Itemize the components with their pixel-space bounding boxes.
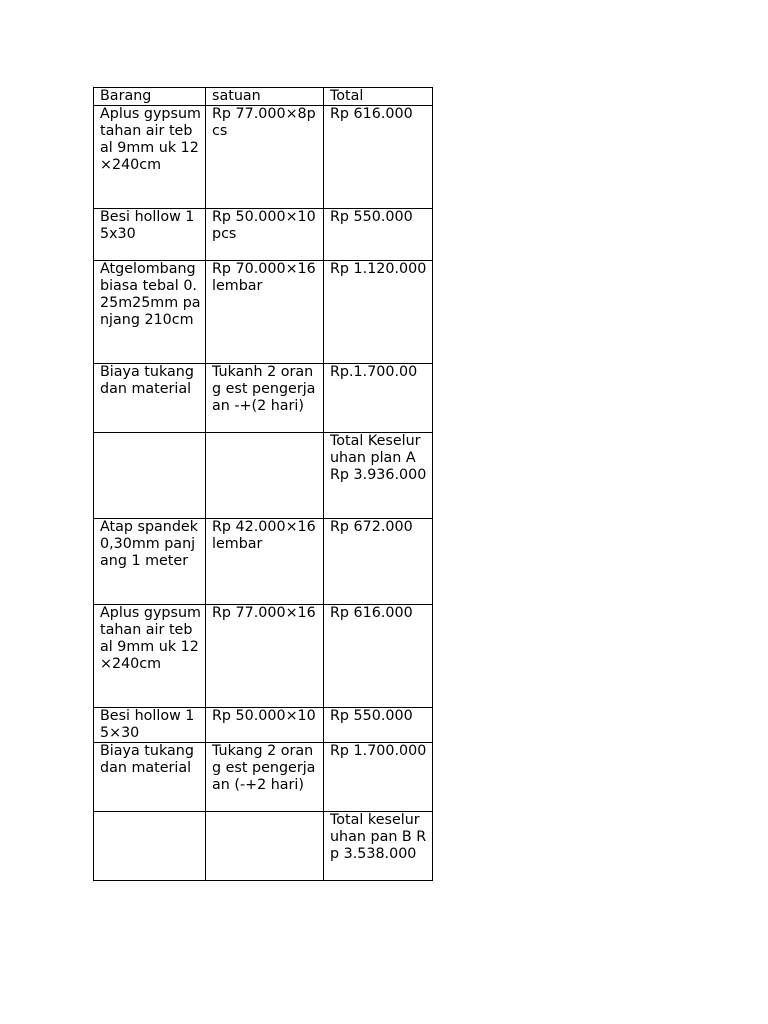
cell-barang: Aplus gypsum tahan air tebal 9mm uk 12×240cm [94,106,206,209]
table-row [94,519,433,605]
table-row [94,708,433,743]
table-row [94,364,433,433]
cell-satuan: Rp 42.000×16 lembar [206,519,324,605]
cell-satuan [206,433,324,519]
cell-total: Total keseluruhan pan B Rp 3.538.000 [324,812,433,881]
cell-barang: Atgelombang biasa tebal 0.25m25mm panjang 210cm [94,261,206,364]
cell-barang: Atap spandek 0,30mm panjang 1 meter [94,519,206,605]
table-row [94,433,433,519]
cell-satuan: Tukanh 2 orang est pengerjaan -+(2 hari) [206,364,324,433]
header-barang: Barang [94,88,206,106]
cell-satuan: Rp 70.000×16 lembar [206,261,324,364]
header-total: Total [324,88,433,106]
cell-barang [94,433,206,519]
cell-total: Total Keseluruhan plan A Rp 3.936.000 [324,433,433,519]
table-row [94,209,433,261]
cell-satuan [206,812,324,881]
cell-total: Rp 550.000 [324,708,433,743]
cell-total: Rp.1.700.00 [324,364,433,433]
cell-barang: Aplus gypsum tahan air tebal 9mm uk 12×240cm [94,605,206,708]
cell-satuan: Tukang 2 orang est pengerjaan (-+2 hari) [206,743,324,812]
cell-satuan: Rp 77.000×16 [206,605,324,708]
cell-barang: Biaya tukang dan material [94,743,206,812]
cell-barang [94,812,206,881]
cell-barang: Biaya tukang dan material [94,364,206,433]
table-row [94,743,433,812]
cell-total: Rp 616.000 [324,106,433,209]
cost-table [93,87,433,881]
cell-total: Rp 616.000 [324,605,433,708]
cell-satuan: Rp 50.000×10 [206,708,324,743]
cell-total: Rp 550.000 [324,209,433,261]
cell-satuan: Rp 50.000×10pcs [206,209,324,261]
cell-barang: Besi hollow 15x30 [94,209,206,261]
cell-total: Rp 672.000 [324,519,433,605]
table-row [94,106,433,209]
cell-total: Rp 1.120.000 [324,261,433,364]
table-row [94,605,433,708]
table-header-row [94,88,433,106]
cell-total: Rp 1.700.000 [324,743,433,812]
table-row [94,261,433,364]
table-row [94,812,433,881]
cell-barang: Besi hollow 15×30 [94,708,206,743]
header-satuan: satuan [206,88,324,106]
cell-satuan: Rp 77.000×8pcs [206,106,324,209]
